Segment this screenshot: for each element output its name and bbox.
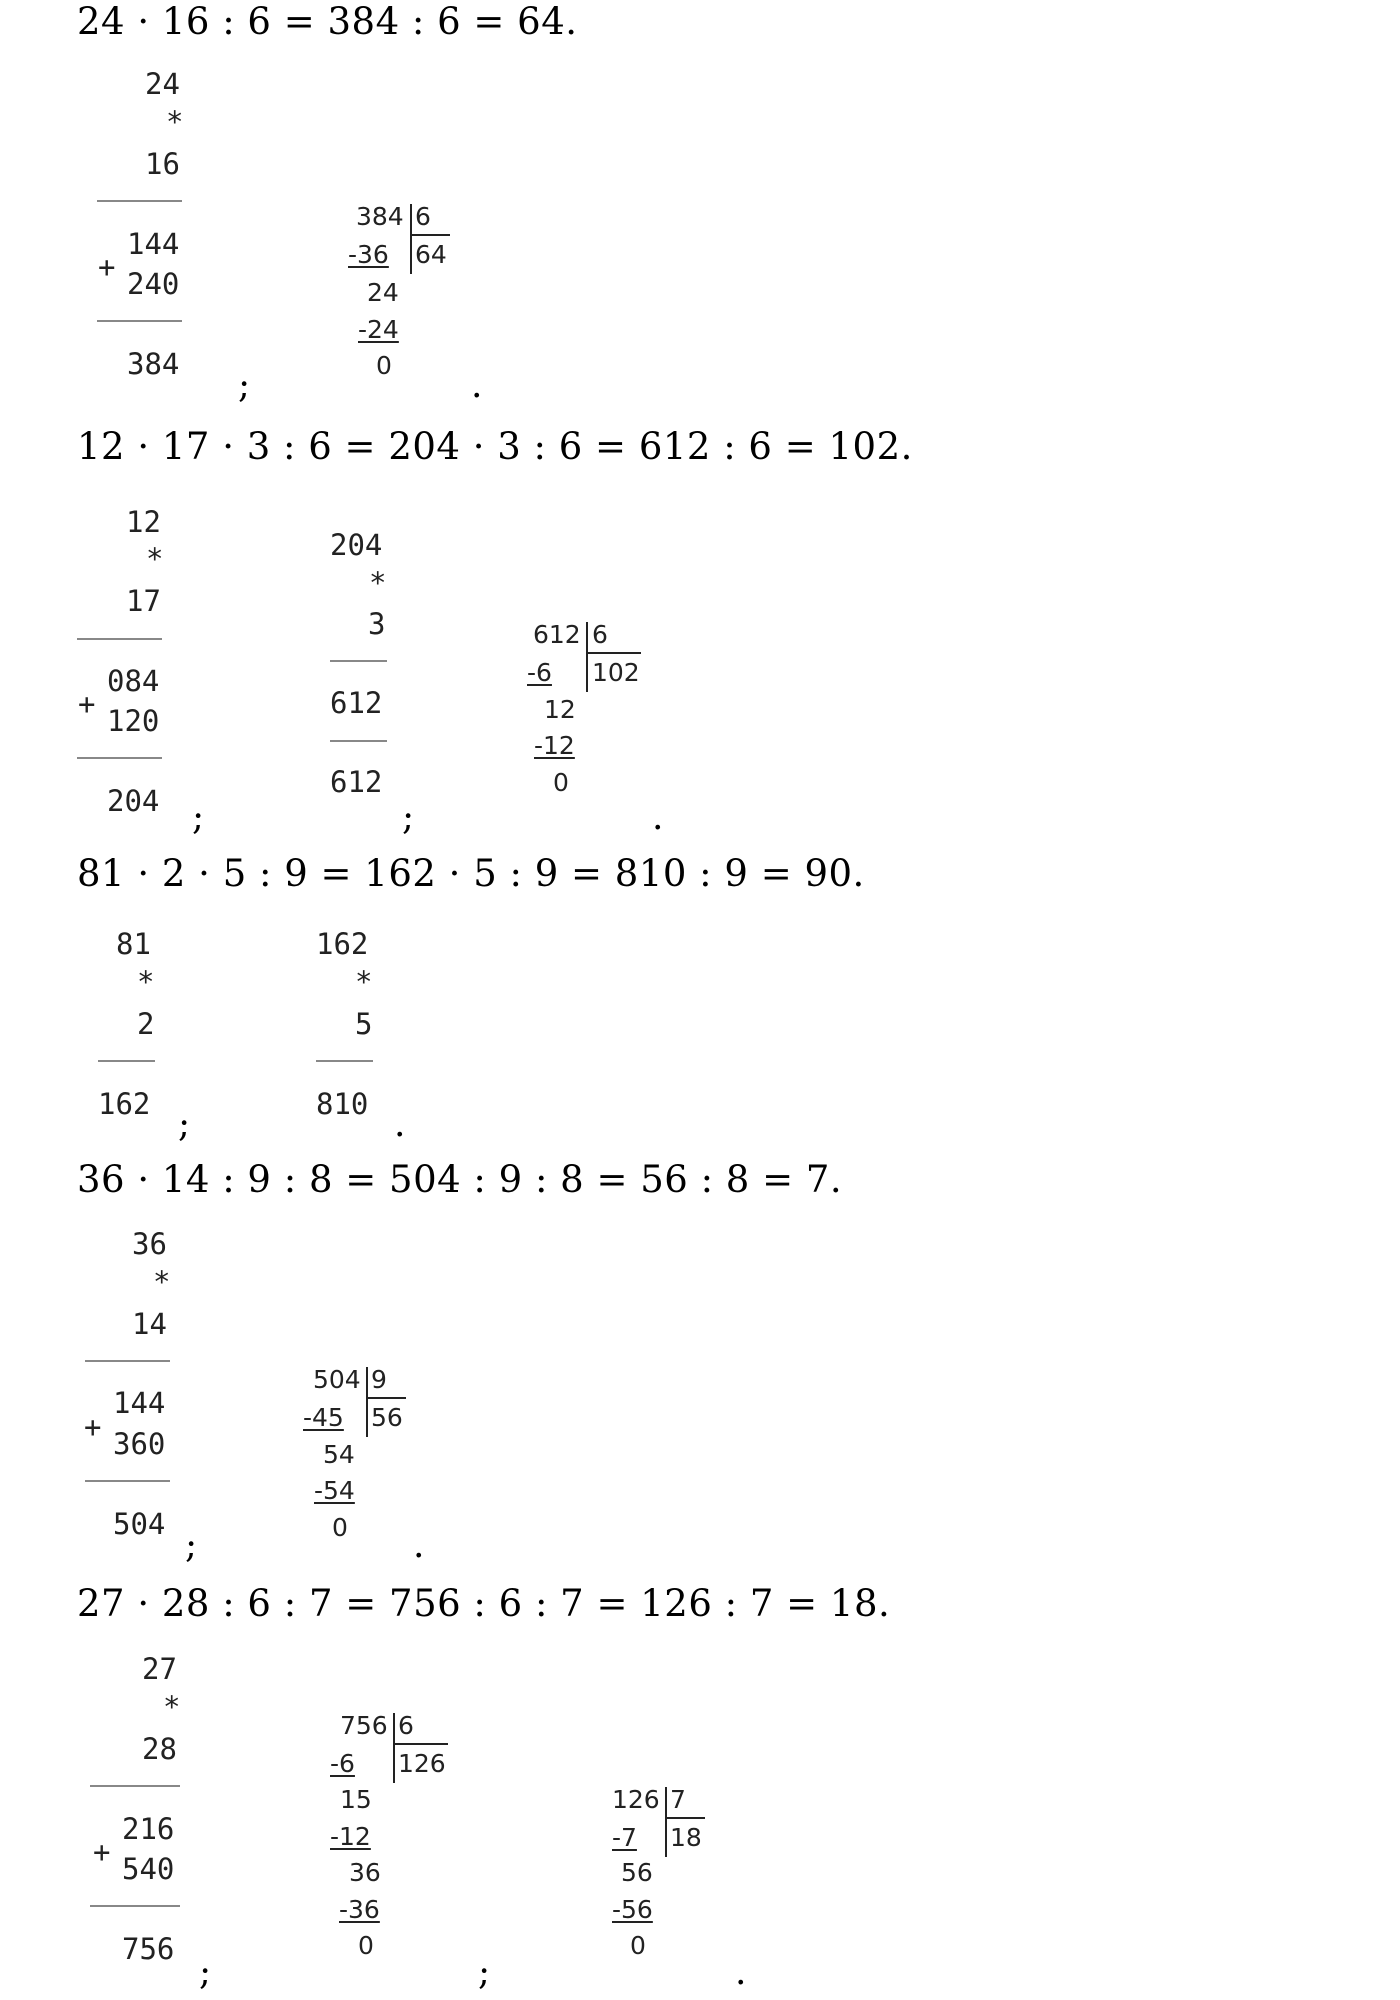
subtrahend: -36 [348,240,389,269]
multiply-sign: * [137,965,155,999]
partial-product: 216 [122,1812,175,1846]
sum-line [77,757,162,759]
dividend: 384 [356,202,404,231]
quotient: 64 [415,240,447,269]
multiply-sign: * [153,1265,171,1299]
multiply-sign: * [369,566,387,600]
final-remainder: 0 [358,1931,374,1960]
product-result: 810 [316,1087,369,1121]
product-result: 384 [127,347,180,381]
divisor: 6 [415,202,431,231]
separator: ; [199,1952,212,1993]
remainder: 36 [349,1858,381,1887]
divisor: 9 [371,1365,387,1394]
multiply-sign: * [166,105,184,139]
dividend: 612 [533,620,581,649]
dividend: 504 [313,1365,361,1394]
end-period: . [394,1104,406,1145]
subtrahend: -6 [527,658,552,687]
partial-product: 612 [330,686,383,720]
dividend: 126 [612,1785,660,1814]
multiplicand: 27 [142,1652,177,1686]
separator: ; [192,797,205,838]
multiply-sign: * [146,542,164,576]
subtrahend: -54 [314,1476,355,1505]
sum-line [90,1785,180,1787]
end-period: . [471,365,483,406]
sum-line [316,1060,373,1062]
separator: ; [238,365,251,406]
product-result: 504 [113,1507,166,1541]
division-bar [586,622,588,692]
end-period: . [413,1525,425,1566]
multiplicand: 24 [145,67,180,101]
multiplier: 17 [126,584,161,618]
sum-line [98,1060,155,1062]
multiplicand: 162 [316,927,369,961]
sum-line [77,638,162,640]
separator: ; [478,1952,491,1993]
separator: ; [185,1525,198,1566]
subtrahend: -45 [303,1403,344,1432]
sum-line [85,1480,170,1482]
division-bar [393,1713,395,1783]
remainder: 54 [323,1440,355,1469]
partial-product: 144 [113,1386,166,1420]
partial-product: 120 [107,704,160,738]
quotient: 126 [398,1749,446,1778]
multiplicand: 12 [126,505,161,539]
subtrahend: -6 [330,1749,355,1778]
separator: ; [178,1104,191,1145]
division-line [665,1817,705,1819]
multiplicand: 81 [116,927,151,961]
plus-sign: + [84,1410,102,1444]
divisor: 6 [592,620,608,649]
subtrahend: -56 [612,1895,653,1924]
equation-3: 81 · 2 · 5 : 9 = 162 · 5 : 9 = 810 : 9 = 90. [77,852,865,895]
partial-product: 144 [127,227,180,261]
final-remainder: 0 [332,1513,348,1542]
final-remainder: 0 [630,1931,646,1960]
separator: ; [402,797,415,838]
sum-line [97,320,182,322]
divisor: 7 [670,1785,686,1814]
plus-sign: + [98,250,116,284]
sum-line [97,200,182,202]
sum-line [330,740,387,742]
multiplicand: 36 [132,1227,167,1261]
product-result: 204 [107,784,160,818]
subtrahend: -24 [358,315,399,344]
division-line [393,1743,448,1745]
end-period: . [735,1952,747,1993]
division-line [366,1397,406,1399]
quotient: 56 [371,1403,403,1432]
division-line [410,234,450,236]
division-bar [665,1787,667,1857]
product-result: 756 [122,1932,175,1966]
equation-4: 36 · 14 : 9 : 8 = 504 : 9 : 8 = 56 : 8 = 7. [77,1158,843,1201]
multiplicand: 204 [330,528,383,562]
plus-sign: + [78,687,96,721]
sum-line [85,1360,170,1362]
subtrahend: -7 [612,1823,637,1852]
sum-line [90,1905,180,1907]
equation-2: 12 · 17 · 3 : 6 = 204 · 3 : 6 = 612 : 6 = 102. [77,425,913,468]
divisor: 6 [398,1711,414,1740]
partial-product: 540 [122,1852,175,1886]
multiplier: 14 [132,1307,167,1341]
remainder: 56 [621,1858,653,1887]
final-remainder: 0 [553,768,569,797]
plus-sign: + [93,1835,111,1869]
product-result: 162 [98,1087,151,1121]
multiplier: 16 [145,147,180,181]
partial-product: 360 [113,1427,166,1461]
product-result: 612 [330,765,383,799]
multiplier: 28 [142,1732,177,1766]
multiplier: 3 [368,607,386,641]
multiply-sign: * [163,1690,181,1724]
final-remainder: 0 [376,351,392,380]
multiply-sign: * [355,965,373,999]
multiplier: 2 [137,1007,155,1041]
end-period: . [652,797,664,838]
division-line [586,652,641,654]
subtrahend: -12 [534,731,575,760]
subtrahend: -12 [330,1822,371,1851]
dividend: 756 [340,1711,388,1740]
division-bar [410,204,412,274]
partial-product: 240 [127,267,180,301]
multiplier: 5 [355,1007,373,1041]
quotient: 18 [670,1823,702,1852]
equation-1: 24 · 16 : 6 = 384 : 6 = 64. [77,0,578,43]
remainder: 12 [544,695,576,724]
quotient: 102 [592,658,640,687]
partial-product: 084 [107,664,160,698]
division-bar [366,1367,368,1437]
remainder: 15 [340,1785,372,1814]
subtrahend: -36 [339,1895,380,1924]
equation-5: 27 · 28 : 6 : 7 = 756 : 6 : 7 = 126 : 7 = 18. [77,1582,891,1625]
sum-line [330,660,387,662]
remainder: 24 [367,278,399,307]
